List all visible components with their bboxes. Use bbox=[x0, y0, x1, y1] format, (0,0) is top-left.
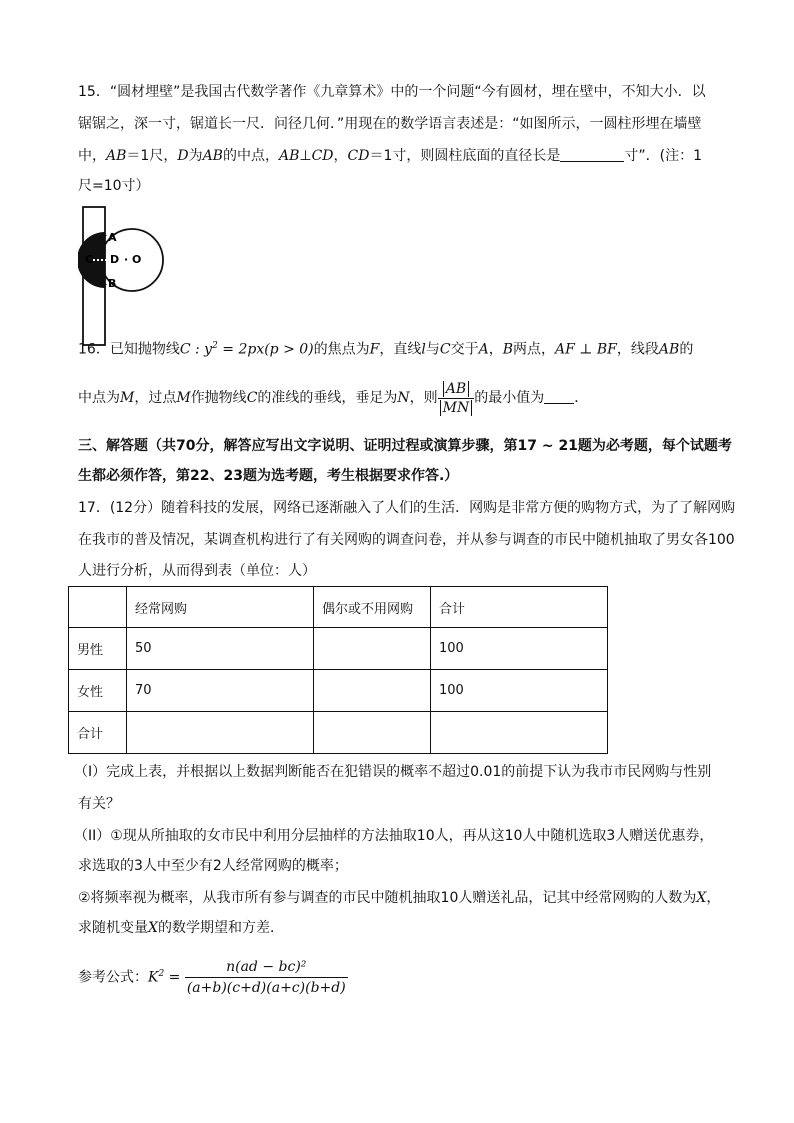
table-cell: 70 bbox=[127, 670, 314, 712]
table-cell bbox=[314, 670, 431, 712]
q17-part2-line1: （II）①现从所抽取的女市民中利用分层抽样的方法抽取10人，再从这10人中随机选取3人赠送优惠券， bbox=[74, 828, 714, 844]
table-header-row bbox=[69, 587, 608, 628]
q17-part1-line1: （I）完成上表，并根据以上数据判断能否在犯错误的概率不超过0.01的前提下认为我市市民网购与性别 bbox=[74, 764, 712, 780]
q17-line2: 在我市的普及情况，某调查机构进行了有关网购的调查问卷，并从参与调查的市民中随机抽取了男女各100 bbox=[78, 532, 735, 548]
table-cell: 50 bbox=[127, 628, 314, 670]
table-cell: 女性 bbox=[69, 670, 127, 712]
table-header-cell: 偶尔或不用网购 bbox=[314, 587, 431, 628]
answer-blank-16 bbox=[544, 389, 574, 404]
table-cell bbox=[314, 628, 431, 670]
q16-line2: 中点为M，过点M作抛物线C的准线的垂线，垂足为N，则 $\frac{AB}{MN}$ 的最小值为 ． bbox=[78, 380, 589, 416]
table-header-cell: 合计 bbox=[431, 587, 608, 628]
point-b-label: B bbox=[108, 277, 117, 290]
table-cell: 100 bbox=[431, 670, 608, 712]
q17-line3: 人进行分析，从而得到表（单位：人） bbox=[78, 563, 316, 579]
q15-line1: 15．“圆材埋壁”是我国古代数学著作《九章算术》中的一个问题“今有圆材，埋在壁中，不知大小．以 bbox=[78, 84, 706, 100]
table-cell bbox=[314, 712, 431, 754]
table-header-cell: 经常网购 bbox=[127, 587, 314, 628]
formula-fraction: $\frac{\text{n(ad − bc)²}}{(a+b)(c+d)(a+c)(b+d)}$ bbox=[186, 959, 346, 997]
q17-part2-line3: ②将频率视为概率，从我市所有参与调查的市民中随机抽取10人赠送礼品，记其中经常网购的人数为X， bbox=[78, 890, 721, 906]
table-row bbox=[69, 670, 608, 712]
q17-line1: 17．(12分）随着科技的发展，网络已逐渐融入了人们的生活．网购是非常方便的购物方式，为了了解网购 bbox=[78, 500, 736, 516]
point-a-label: A bbox=[108, 231, 117, 244]
survey-table bbox=[68, 586, 608, 754]
table-cell bbox=[431, 712, 608, 754]
ratio-fraction: $\frac{AB}{MN}$ bbox=[438, 380, 475, 417]
q17-part2-line2: 求选取的3人中至少有2人经常网购的概率； bbox=[78, 858, 348, 874]
table-row bbox=[69, 712, 608, 754]
q16-line1: 16．已知抛物线C : $y^2 = 2px(p > 0)$的焦点为F，直线l与C交于A，B两点，AF ⊥ BF，线段AB的 bbox=[78, 341, 694, 358]
section3-heading-line1: 三、解答题（共70分，解答应写出文字说明、证明过程或演算步骤，第17 ~ 21题为必考题，每个试题考 bbox=[78, 438, 732, 454]
table-row bbox=[69, 628, 608, 670]
center-o-label: · O bbox=[124, 253, 142, 266]
table-cell bbox=[127, 712, 314, 754]
section3-heading-line2: 生都必须作答，第22、23题为选考题，考生根据要求作答.） bbox=[78, 468, 459, 484]
q15-line4: 尺=10寸） bbox=[78, 178, 150, 194]
q15-line2: 锯锯之，深一寸，锯道长一尺．问径几何．”用现在的数学语言表述是：“如图所示，一圆柱形埋在墙壁 bbox=[78, 116, 702, 132]
point-c-label: C bbox=[85, 253, 94, 266]
q15-line3: 中，AB＝1尺，D为AB的中点，AB⊥CD，CD＝1寸，则圆柱底面的直径长是 寸”．(注：1 bbox=[78, 148, 702, 164]
q17-part1-line2: 有关？ bbox=[78, 796, 120, 812]
q17-part2-line4: 求随机变量X的数学期望和方差． bbox=[78, 920, 284, 936]
table-cell: 合计 bbox=[69, 712, 127, 754]
point-d-label: D bbox=[110, 253, 120, 266]
answer-blank-15 bbox=[560, 147, 624, 162]
table-cell: 100 bbox=[431, 628, 608, 670]
round-timber-figure bbox=[78, 205, 170, 347]
table-header-cell bbox=[69, 587, 127, 628]
reference-formula: 参考公式：$K^2$ = $\frac{\text{n(ad − bc)²}}{(a+b)(c+d)(a+c)(b+d)}$ bbox=[78, 959, 346, 997]
table-cell: 男性 bbox=[69, 628, 127, 670]
